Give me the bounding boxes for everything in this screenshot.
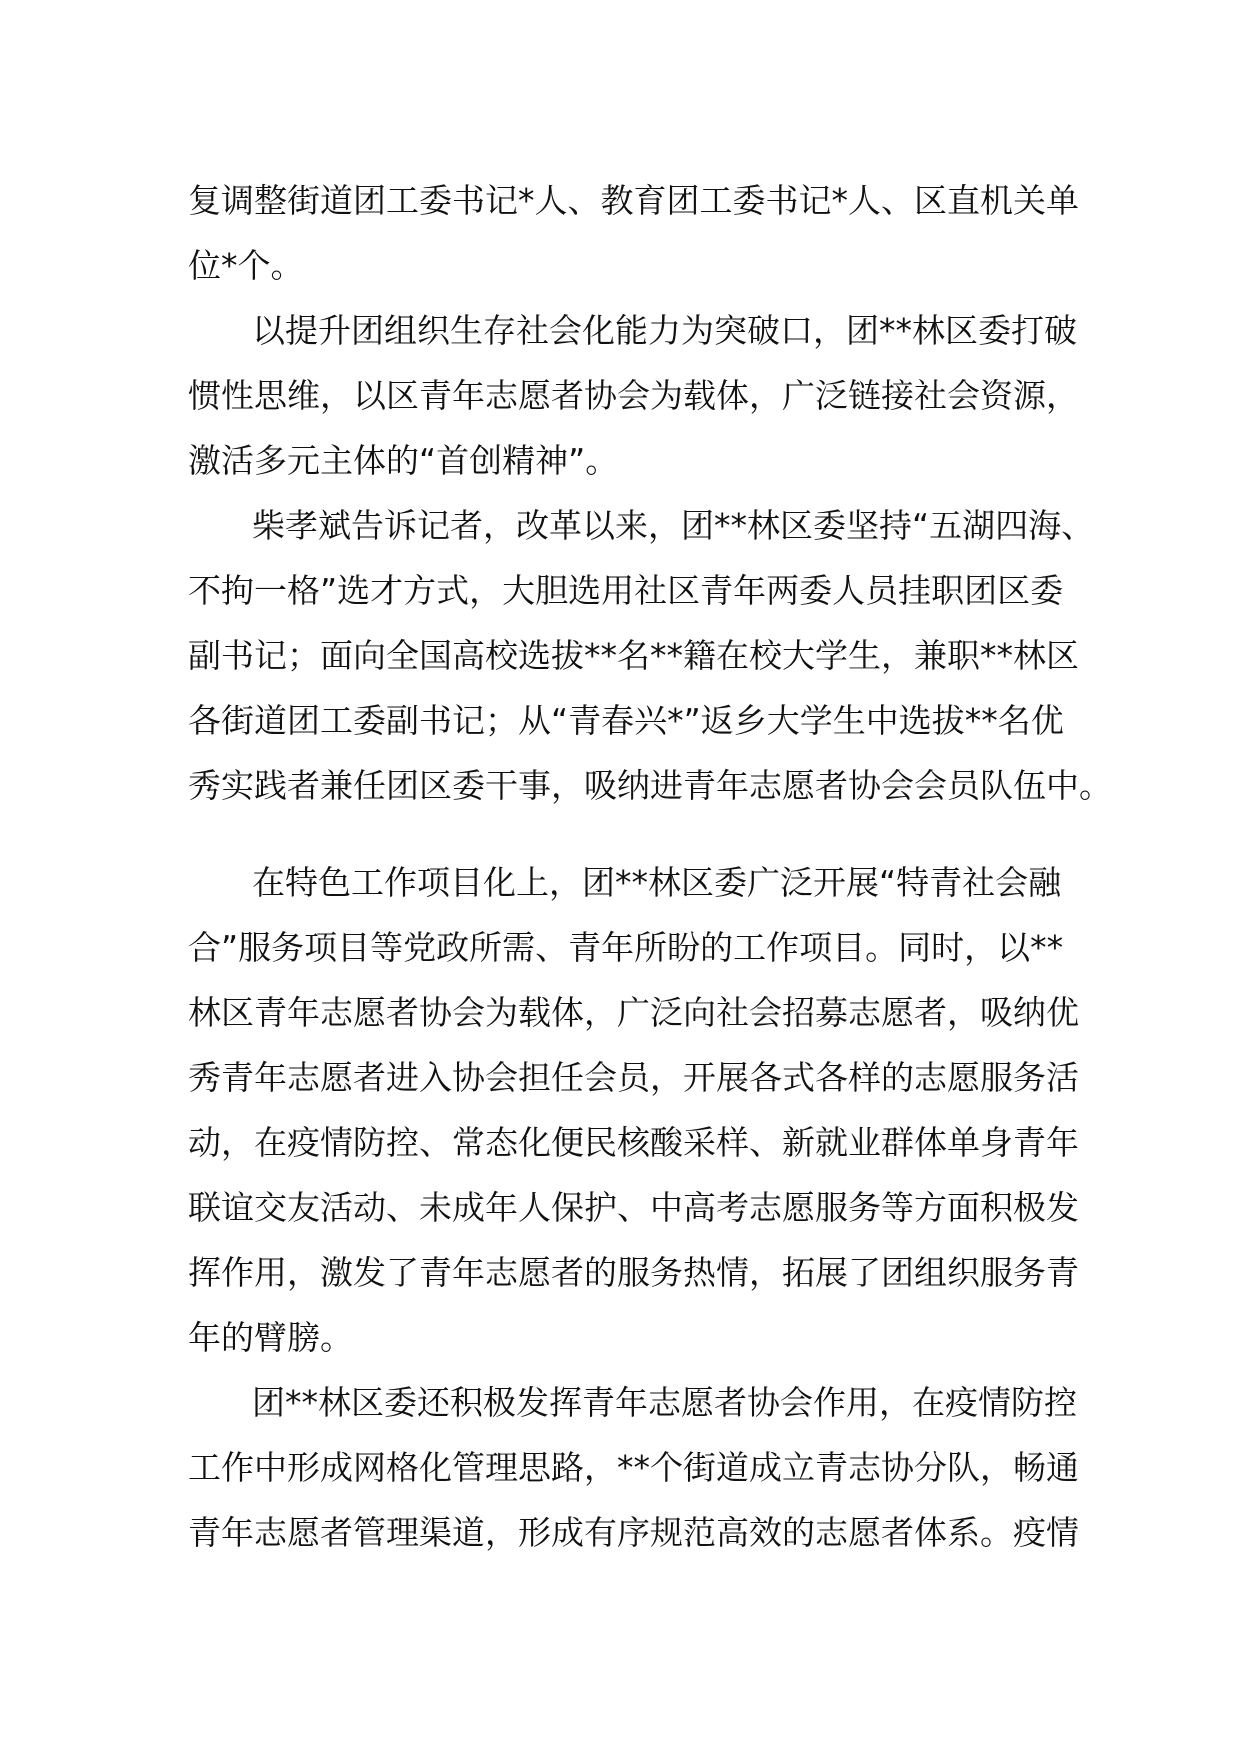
text-line: 联谊交友活动、未成年人保护、中高考志愿服务等方面积极发 (188, 1188, 1079, 1227)
paragraph-first-line: 团**林区委还积极发挥青年志愿者协会作用，在疫情防控 (252, 1383, 1077, 1422)
text-line: 林区青年志愿者协会为载体，广泛向社会招募志愿者，吸纳优 (188, 993, 1079, 1032)
document-body (188, 168, 1112, 1565)
text-line: 合”服务项目等党政所需、青年所盼的工作项目。同时，以** (188, 928, 1064, 967)
text-line: 动，在疫情防控、常态化便民核酸采样、新就业群体单身青年 (188, 1123, 1079, 1162)
text-line: 惯性思维，以区青年志愿者协会为载体，广泛链接社会资源， (188, 376, 1079, 415)
paragraph-first-line: 柴孝斌告诉记者，改革以来，团**林区委坚持“五湖四海、 (252, 506, 1095, 545)
text-line: 副书记；面向全国高校选拔**名**籍在校大学生，兼职**林区 (188, 636, 1079, 675)
paragraph-first-line: 以提升团组织生存社会化能力为突破口，团**林区委打破 (252, 311, 1077, 350)
text-line: 年的臂膀。 (188, 1318, 353, 1357)
text-line: 位*个。 (188, 246, 304, 285)
text-line: 秀实践者兼任团区委干事，吸纳进青年志愿者协会会员队伍中。 (188, 766, 1112, 805)
text-line: 不拘一格”选才方式，大胆选用社区青年两委人员挂职团区委 (188, 571, 1064, 610)
text-line: 各街道团工委副书记；从“青春兴*”返乡大学生中选拔**名优 (188, 701, 1064, 740)
text-line: 青年志愿者管理渠道，形成有序规范高效的志愿者体系。疫情 (188, 1513, 1079, 1552)
text-line: 激活多元主体的“首创精神”。 (188, 441, 619, 480)
text-line: 秀青年志愿者进入协会担任会员，开展各式各样的志愿服务活 (188, 1058, 1079, 1097)
paragraph-gap (188, 818, 1070, 850)
text-line: 工作中形成网格化管理思路，**个街道成立青志协分队，畅通 (188, 1448, 1079, 1487)
text-line: 复调整街道团工委书记*人、教育团工委书记*人、区直机关单 (188, 181, 1079, 220)
paragraph-first-line: 在特色工作项目化上，团**林区委广泛开展“特青社会融 (252, 863, 1062, 902)
text-line: 挥作用，激发了青年志愿者的服务热情，拓展了团组织服务青 (188, 1253, 1079, 1292)
